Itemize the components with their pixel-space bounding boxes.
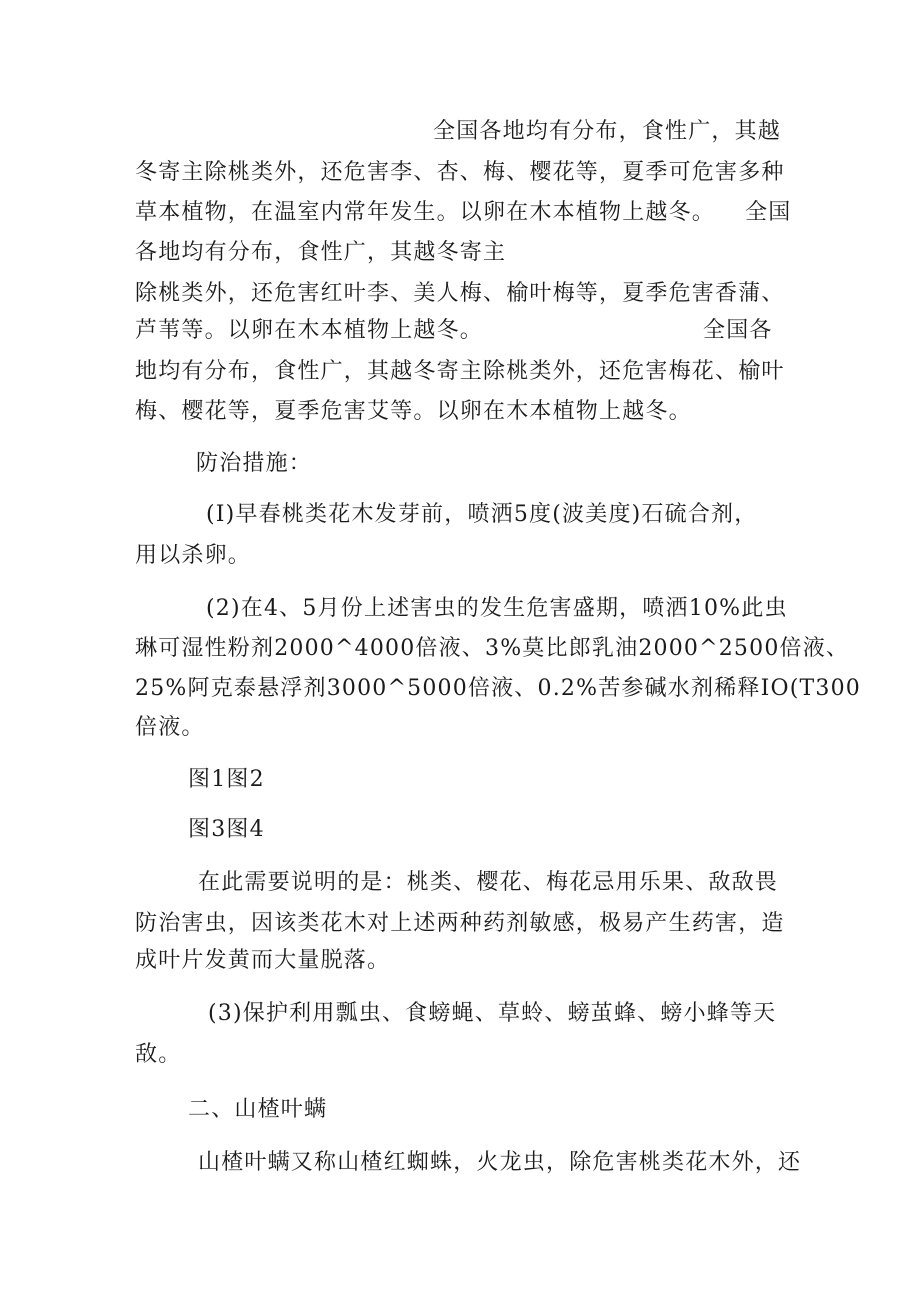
text-line: 成叶片发黄而大量脱落。	[135, 948, 391, 973]
text-line: 地均有分布，食性广，其越冬寄主除桃类外，还危害梅花、榆叶	[135, 359, 785, 384]
text-line: 草本植物，在温室内常年发生。以卵在木本植物上越冬。	[135, 200, 716, 225]
text-line: 全国各	[703, 318, 773, 343]
text-line: 全国各地均有分布，食性广，其越	[433, 119, 782, 144]
text-line: 冬寄主除桃类外，还危害李、杏、梅、樱花等，夏季可危害多种	[135, 160, 785, 185]
text-line: 各地均有分布，食性广，其越冬寄主	[135, 240, 507, 265]
text-line: 芦苇等。以卵在木本植物上越冬。	[135, 318, 484, 343]
text-line: (3)保护利用瓢虫、食螃蝇、草蛉、螃茧蜂、螃小蜂等天	[208, 1001, 777, 1026]
text-line: 除桃类外，还危害红叶李、美人梅、榆叶梅等，夏季危害香蒲、	[135, 281, 785, 306]
text-line: 琳可湿性粉剂2000^4000倍液、3%莫比郎乳油2000^2500倍液、	[135, 636, 850, 661]
text-line: 梅、樱花等，夏季危害艾等。以卵在木本植物上越冬。	[135, 399, 692, 424]
section-heading: 防治措施：	[196, 451, 313, 476]
section-heading: 二、山楂叶螨	[188, 1097, 328, 1122]
text-line: 山楂叶螨又称山楂红蜘蛛，火龙虫，除危害桃类花木外，还	[198, 1150, 802, 1175]
text-line: (2)在4、5月份上述害虫的发生危害盛期，喷洒10%此虫	[206, 596, 788, 621]
text-line: 用以杀卵。	[135, 543, 252, 568]
text-line: 在此需要说明的是：桃类、樱花、梅花忌用乐果、敌敌畏	[198, 870, 779, 895]
figure-label: 图1图2	[188, 767, 265, 792]
text-line: 敌。	[135, 1042, 182, 1067]
text-line: 全国	[745, 200, 792, 225]
text-line: 倍液。	[135, 715, 205, 740]
text-line: (I)早春桃类花木发芽前，喷洒5度(波美度)石硫合剂，	[206, 502, 758, 527]
text-line: 25%阿克泰悬浮剂3000^5000倍液、0.2%苦参碱水剂稀释IO(T300	[135, 676, 861, 701]
text-line: 防治害虫，因该类花木对上述两种药剂敏感，极易产生药害，造	[135, 911, 785, 936]
figure-label: 图3图4	[188, 817, 265, 842]
